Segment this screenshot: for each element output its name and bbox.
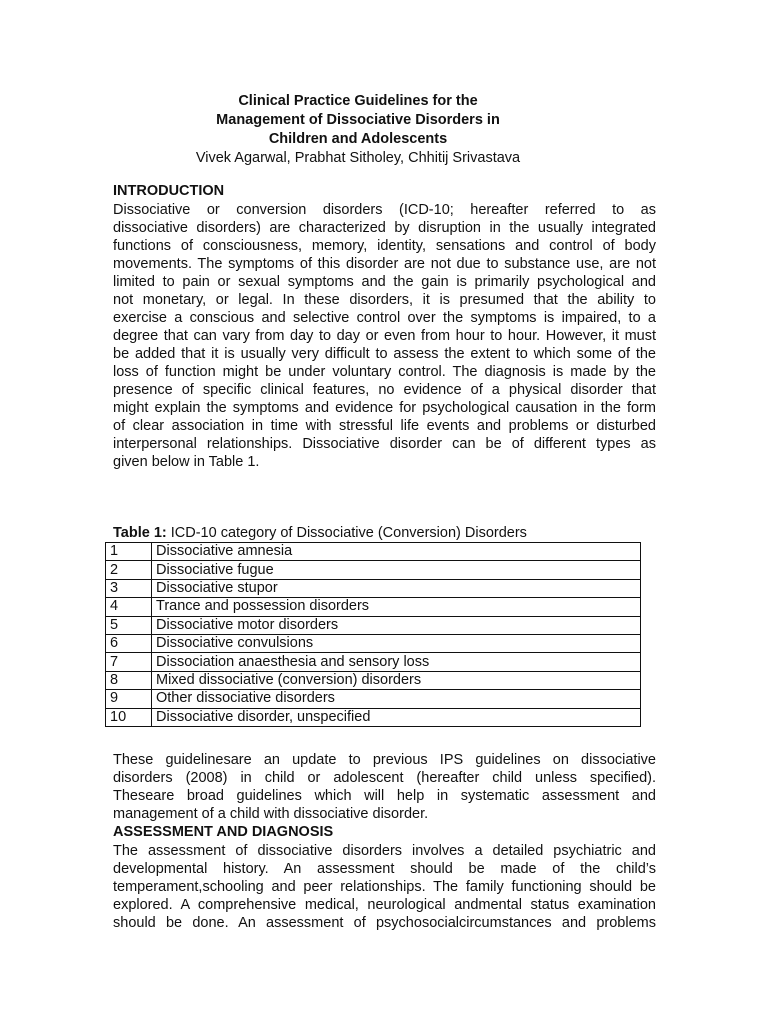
title-line: Clinical Practice Guidelines for the (238, 93, 478, 109)
table-row (106, 616, 641, 634)
row-label: Trance and possession disorders (152, 598, 641, 616)
paragraph-line: presence of specific clinical features, no evidence of a physical disorder that (113, 382, 656, 398)
title-block (143, 92, 573, 168)
paragraph-line: of clear association in time with stressful life events and problems or disturbed (113, 418, 656, 434)
row-number: 8 (106, 671, 152, 689)
assessment-heading: ASSESSMENT AND DIAGNOSIS (113, 823, 334, 840)
paragraph-line: The assessment of dissociative disorders involves a detailed psychiatric and (113, 842, 656, 859)
row-number: 5 (106, 616, 152, 634)
table-row (106, 634, 641, 652)
paragraph-line: degree that can vary from day to day or even from hour to hour. However, it must (113, 328, 656, 344)
paragraph-line: loss of function might be under voluntary control. The diagnosis is made by the (113, 364, 656, 380)
authors: Vivek Agarwal, Prabhat Sitholey, Chhitij Srivastava (195, 150, 521, 166)
table-row (106, 690, 641, 708)
table-row (106, 543, 641, 561)
table-row (106, 653, 641, 671)
row-label: Other dissociative disorders (152, 690, 641, 708)
paragraph-line: developmental history. An assessment should be made of the child’s (113, 860, 656, 877)
paragraph-line: explored. A comprehensive medical, neurological andmental status examination (113, 896, 656, 913)
paragraph-line: temperament,schooling and peer relationships. The family functioning should be (113, 878, 656, 895)
paragraph-line: Theseare broad guidelines which will help in systematic assessment and (113, 787, 656, 804)
row-number: 6 (106, 634, 152, 652)
row-number: 7 (106, 653, 152, 671)
paragraph-line: Dissociative or conversion disorders (ICD-10; hereafter referred to as (113, 202, 656, 218)
paragraph-line: not monetary, or legal. In these disorders, it is presumed that the ability to (113, 292, 656, 308)
row-number: 2 (106, 561, 152, 579)
table-caption-text: ICD-10 category of Dissociative (Conversion) Disorders (166, 525, 527, 541)
row-label: Dissociative disorder, unspecified (152, 708, 641, 726)
row-label: Dissociative amnesia (152, 543, 641, 561)
row-label: Dissociative convulsions (152, 634, 641, 652)
paragraph-line: management of a child with dissociative disorder. (113, 805, 429, 822)
title-line: Children and Adolescents (268, 131, 448, 147)
row-number: 10 (106, 708, 152, 726)
table-row (106, 579, 641, 597)
row-number: 4 (106, 598, 152, 616)
table-row (106, 561, 641, 579)
table-row (106, 598, 641, 616)
assessment-paragraph (113, 842, 656, 932)
row-number: 1 (106, 543, 152, 561)
row-label: Mixed dissociative (conversion) disorders (152, 671, 641, 689)
row-label: Dissociation anaesthesia and sensory loss (152, 653, 641, 671)
paragraph-line: interpersonal relationships. Dissociative disorder can be of different types as (113, 436, 656, 452)
paragraph-line: should be done. An assessment of psychosocialcircumstances and problems (113, 914, 656, 931)
row-label: Dissociative fugue (152, 561, 641, 579)
introduction-heading: INTRODUCTION (113, 183, 225, 199)
paragraph-line: might explain the symptoms and evidence for psychological causation in the form (113, 400, 656, 416)
row-label: Dissociative stupor (152, 579, 641, 597)
introduction-paragraph (113, 201, 656, 471)
row-label: Dissociative motor disorders (152, 616, 641, 634)
row-number: 9 (106, 690, 152, 708)
paragraph-line: movements. The symptoms of this disorder are not due to substance use, are not (113, 256, 656, 272)
paragraph-line: dissociative disorders) are characterized by disruption in the usually integrated (113, 220, 656, 236)
paragraph-line: functions of consciousness, memory, identity, sensations and control of body (113, 238, 656, 254)
paragraph-line: exercise a conscious and selective control over the symptoms is impaired, to a (113, 310, 656, 326)
update-paragraph (113, 751, 656, 823)
table-row (106, 671, 641, 689)
icd10-table (105, 542, 641, 727)
paragraph-line: limited to pain or sexual symptoms and the gain is primarily psychological and (113, 274, 656, 290)
title-line: Management of Dissociative Disorders in (216, 112, 500, 128)
row-number: 3 (106, 579, 152, 597)
paragraph-line: These guidelinesare an update to previous IPS guidelines on dissociative (113, 751, 656, 768)
table-caption (113, 524, 656, 542)
paragraph-line: be added that it is usually very difficult to assess the extent to which some of the (113, 346, 656, 362)
table-caption-label: Table 1: (113, 525, 167, 541)
paragraph-line: given below in Table 1. (113, 454, 260, 470)
paragraph-line: disorders (2008) in child or adolescent (hereafter child unless specified). (113, 769, 656, 786)
document-page (110, 92, 656, 932)
table-row (106, 708, 641, 726)
